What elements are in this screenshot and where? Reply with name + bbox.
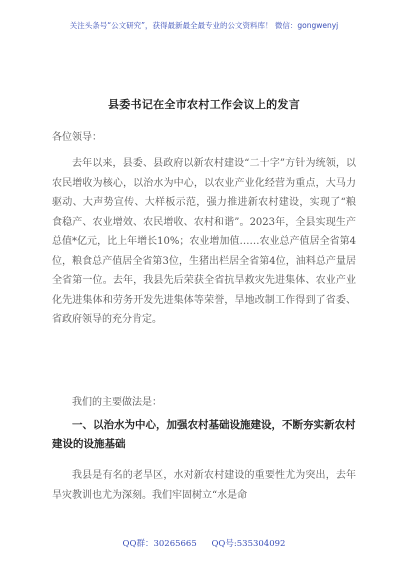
body-paragraph-2: 我们的主要做法是：	[72, 397, 162, 408]
footer-qq-group: QQ群：30265665	[122, 539, 197, 549]
document-title: 县委书记在全市农村工作会议上的发言	[107, 98, 301, 111]
footer-contact	[0, 537, 408, 549]
body-paragraph-3: 我县是有名的老旱区，水对新农村建设的重要性尤为突出，去年旱灾教训也尤为深刻。我们牢固树立“水是命	[52, 470, 356, 501]
footer-qq-number: QQ号:535304092	[211, 539, 286, 549]
section-heading: 一、以治水为中心，加强农村基础设施建设，不断夯实新农村建设的设施基础	[52, 419, 356, 450]
body-paragraph-1: 去年以来，县委、县政府以新农村建设“二十字”方针为统领，以农民增收为核心，以治水为中心，以农业产业化经营为重点，大马力驱动、大声势宣传、大样板示范，强力推进新农村建设，实现了“粮食稳产、农业增效、农民增收、农村和谐”。2023年，全县实现生产总值*亿元，比上年增长10%；农业增加值……农业总产值居全省第4位，粮食总产值居全省第3位，生猪出栏居全省第4位，油料总产量居全省第一位。去年，我县先后荣获全省抗旱救灾先进集体、农业产业化先进集体和劳务开发先进集体等荣誉，旱地改制工作得到了省委、省政府领导的充分肯定。	[52, 158, 356, 325]
header-note: 关注头条号“公文研究”，获得最新最全最专业的公文资料库！ 微信：gongwenyj	[69, 21, 339, 30]
salutation: 各位领导：	[52, 132, 102, 143]
